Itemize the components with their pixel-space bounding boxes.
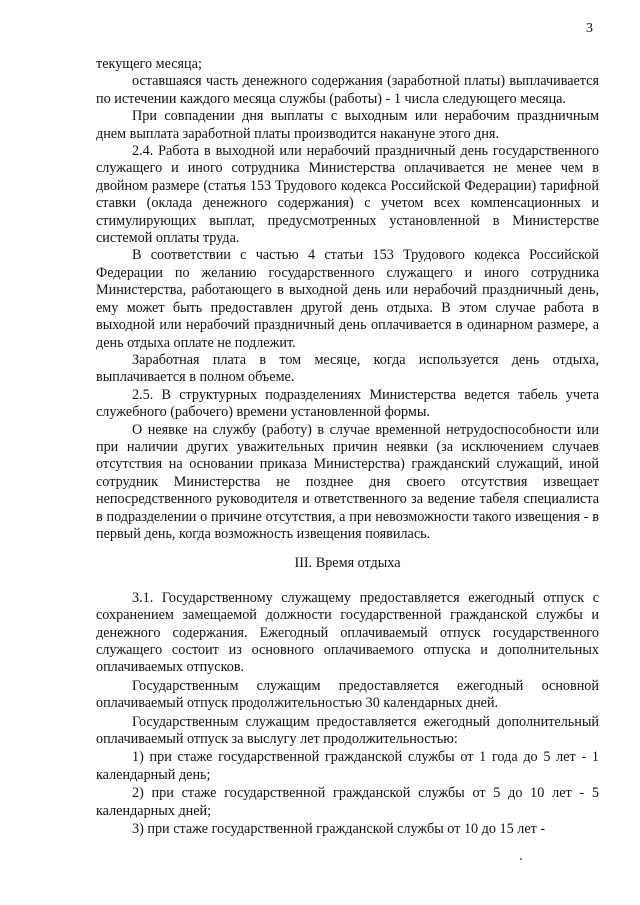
paragraph: оставшаяся часть денежного содержания (заработной платы) выплачивается по истечении каждого месяца службы (работы) - 1 числа следующего месяца. <box>96 73 599 107</box>
paragraph: Государственным служащим предоставляется ежегодный дополнительный оплачиваемый отпуск за выслугу лет продолжительностью: <box>96 713 599 748</box>
paragraph: 2.5. В структурных подразделениях Министерства ведется табель учета служебного (рабочего) времени установленной формы. <box>96 386 599 421</box>
list-item: 3) при стаже государственной гражданской службы от 10 до 15 лет - <box>132 821 546 838</box>
paragraph: Заработная плата в том месяце, когда используется день отдыха, выплачивается в полном объеме. <box>96 351 599 386</box>
page-number: 3 <box>586 21 593 36</box>
document-body <box>96 56 599 838</box>
scan-speck <box>520 858 522 860</box>
list-item: 2) при стаже государственной гражданской службы от 5 до 10 лет - 5 календарных дней; <box>96 785 599 819</box>
section-heading: III. Время отдыха <box>294 555 401 572</box>
paragraph: При совпадении дня выплаты с выходным или нерабочим праздничным днем выплата заработной платы производится накануне этого дня. <box>96 108 599 142</box>
paragraph: О неявке на службу (работу) в случае временной нетрудоспособности или при наличии других уважительных причин неявки (за исключением случаев отсутствия на основании приказа Министерства) гражданский служащий, иной сотрудник Министерства не позднее дня своего отсутствия извещает непосредственного руководителя и ответственного за ведение табеля специалиста в подразделении о причине отсутствия, а при невозможности такого извещения - в первый день, когда возможность извещения появилась. <box>96 421 599 542</box>
paragraph: текущего месяца; <box>96 56 202 72</box>
paragraph: В соответствии с частью 4 статьи 153 Трудового кодекса Российской Федерации по желанию государственного служащего и иного сотрудника Министерства, работающего в выходной день или нерабочий праздничный день, ему может быть предоставлен другой день отдыха. В этом случае работа в выходной или нерабочий праздничный день оплачивается в одинарном размере, а день отдыха оплате не подлежит. <box>96 247 599 351</box>
paragraph: Государственным служащим предоставляется ежегодный основной оплачиваемый отпуск продолжительностью 30 календарных дней. <box>96 677 599 712</box>
list-item: 1) при стаже государственной гражданской службы от 1 года до 5 лет - 1 календарный день; <box>96 749 599 783</box>
paragraph: 2.4. Работа в выходной или нерабочий праздничный день государственного служащего и иного сотрудника Министерства оплачивается не менее чем в двойном размере (статья 153 Трудового кодекса Российской Федерации) тарифной ставки (оклада денежного содержания) с учетом всех компенсационных и стимулирующих выплат, предусмотренных установленной в Министерстве системой оплаты труда. <box>96 143 599 247</box>
paragraph: 3.1. Государственному служащему предоставляется ежегодный отпуск с сохранением замещаемой должности государственной гражданской службы и денежного содержания. Ежегодный оплачиваемый отпуск государственного служащего состоит из основного оплачиваемого отпуска и дополнительных оплачиваемых отпусков. <box>96 589 599 676</box>
